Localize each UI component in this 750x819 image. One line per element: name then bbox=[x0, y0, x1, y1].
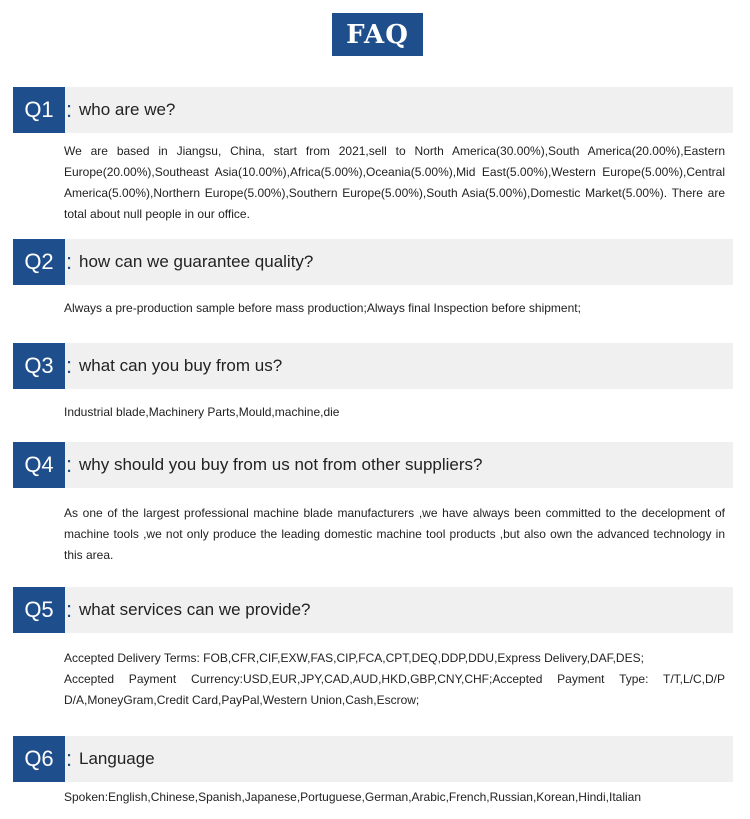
question-badge: Q2 bbox=[13, 239, 65, 285]
question-colon: : bbox=[66, 452, 73, 477]
question-text: how can we guarantee quality? bbox=[79, 252, 314, 271]
question-colon: : bbox=[66, 97, 73, 122]
question-badge: Q1 bbox=[13, 87, 65, 133]
question-bar bbox=[13, 343, 733, 389]
question-bar bbox=[13, 587, 733, 633]
question-bar bbox=[13, 87, 733, 133]
answer-text: Spoken:English,Chinese,Spanish,Japanese,Portuguese,German,Arabic,French,Russian,Korean,Hindi,Italian bbox=[64, 790, 642, 804]
question-text: what services can we provide? bbox=[79, 600, 311, 619]
answer-text-payment: Accepted Payment Currency:USD,EUR,JPY,CAD,AUD,HKD,GBP,CNY,CHF;Accepted Payment Type: T/T,L/C,D/P D/A,MoneyGram,Credit Card,PayPal,Western Union,Cash,Escrow; bbox=[64, 672, 725, 707]
faq-title: FAQ bbox=[332, 13, 423, 56]
answer-q5 bbox=[64, 648, 725, 711]
question-colon: : bbox=[66, 249, 73, 274]
question-colon: : bbox=[66, 353, 73, 378]
answer-q2 bbox=[64, 298, 725, 319]
question-text: Language bbox=[79, 749, 155, 768]
answer-q4 bbox=[64, 503, 725, 566]
answer-text: As one of the largest professional machine blade manufacturers ,we have always been committed to the decelopment of machine tools ,we not only produce the leading domestic machine tool products ,but also own the advanced technology in this area. bbox=[64, 506, 725, 562]
question-colon: : bbox=[66, 597, 73, 622]
question-text: why should you buy from us not from other suppliers? bbox=[79, 455, 483, 474]
answer-q3 bbox=[64, 402, 725, 423]
answer-text: Industrial blade,Machinery Parts,Mould,machine,die bbox=[64, 405, 340, 419]
answer-text: Always a pre-production sample before mass production;Always final Inspection before shipment; bbox=[64, 301, 581, 315]
question-text: what can you buy from us? bbox=[79, 356, 283, 375]
answer-text-delivery: Accepted Delivery Terms: FOB,CFR,CIF,EXW,FAS,CIP,FCA,CPT,DEQ,DDP,DDU,Express Delivery,DAF,DES; bbox=[64, 651, 644, 665]
answer-q6 bbox=[64, 787, 725, 808]
answer-q1 bbox=[64, 141, 725, 225]
question-bar bbox=[13, 736, 733, 782]
question-bar bbox=[13, 239, 733, 285]
question-badge: Q4 bbox=[13, 442, 65, 488]
question-badge: Q6 bbox=[13, 736, 65, 782]
answer-text: We are based in Jiangsu, China, start from 2021,sell to North America(30.00%),South America(20.00%),Eastern Europe(20.00%),Southeast Asia(10.00%),Africa(5.00%),Oceania(5.00%),Mid East(5.00%),Western Europe(5.00%),Central America(5.00%),Northern Europe(5.00%),Southern Europe(5.00%),South Asia(5.00%),Domestic Market(5.00%). There are total about null people in our office. bbox=[64, 144, 725, 221]
question-badge: Q3 bbox=[13, 343, 65, 389]
question-bar bbox=[13, 442, 733, 488]
question-text: who are we? bbox=[79, 100, 176, 119]
question-badge: Q5 bbox=[13, 587, 65, 633]
question-colon: : bbox=[66, 746, 73, 771]
